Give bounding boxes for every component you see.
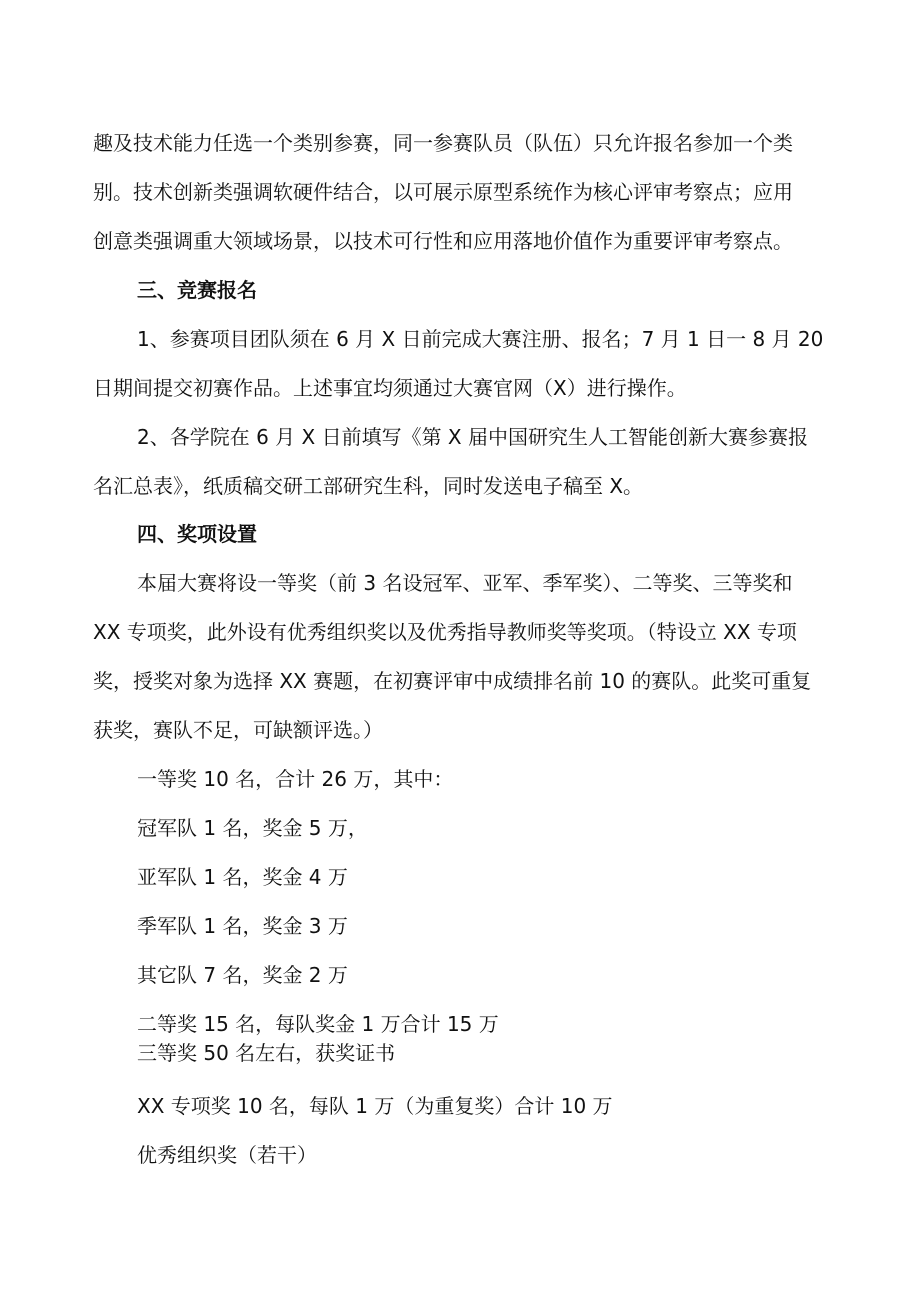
award-runner-up: 亚军队 1 名，奖金 4 万 (137, 865, 348, 889)
award-second-prize: 二等奖 15 名，每队奖金 1 万合计 15 万 (137, 1012, 499, 1036)
section-heading-awards: 四、奖项设置 (137, 522, 257, 546)
awards-paragraph-line-4: 获奖，赛队不足，可缺额评选。） (93, 718, 383, 742)
registration-item-2-line-2: 名汇总表》，纸质稿交研工部研究生科，同时发送电子稿至 X。 (93, 474, 644, 498)
intro-paragraph-line-2: 别。技术创新类强调软硬件结合，以可展示原型系统作为核心评审考察点；应用 (93, 180, 793, 204)
award-other-teams: 其它队 7 名，奖金 2 万 (137, 963, 348, 987)
intro-paragraph-line-3: 创意类强调重大领域场景，以技术可行性和应用落地价值作为重要评审考察点。 (93, 229, 793, 253)
intro-paragraph-line-1: 趣及技术能力任选一个类别参赛，同一参赛队员（队伍）只允许报名参加一个类 (93, 131, 793, 155)
registration-item-2-line-1: 2、各学院在 6 月 X 日前填写《第 X 届中国研究生人工智能创新大赛参赛报 (137, 425, 808, 449)
awards-paragraph-line-3: 奖，授奖对象为选择 XX 赛题，在初赛评审中成绩排名前 10 的赛队。此奖可重复 (93, 669, 812, 693)
award-first-prize: 一等奖 10 名，合计 26 万，其中： (137, 767, 454, 791)
award-third-prize: 三等奖 50 名左右，获奖证书 (137, 1041, 396, 1065)
awards-paragraph-line-1: 本届大赛将设一等奖（前 3 名设冠军、亚军、季军奖）、二等奖、三等奖和 (137, 571, 793, 595)
award-third-place: 季军队 1 名，奖金 3 万 (137, 914, 348, 938)
section-heading-registration: 三、竞赛报名 (137, 278, 257, 302)
registration-item-1-line-2: 日期间提交初赛作品。上述事宜均须通过大赛官网（X）进行操作。 (93, 376, 687, 400)
award-champion: 冠军队 1 名，奖金 5 万， (137, 816, 368, 840)
award-organization: 优秀组织奖（若干） (137, 1143, 317, 1167)
registration-item-1-line-1: 1、参赛项目团队须在 6 月 X 日前完成大赛注册、报名；7 月 1 日一 8 月 20 (137, 327, 824, 351)
awards-paragraph-line-2: XX 专项奖，此外设有优秀组织奖以及优秀指导教师奖等奖项。（特设立 XX 专项 (93, 620, 797, 644)
award-special-prize: XX 专项奖 10 名，每队 1 万（为重复奖）合计 10 万 (137, 1094, 613, 1118)
